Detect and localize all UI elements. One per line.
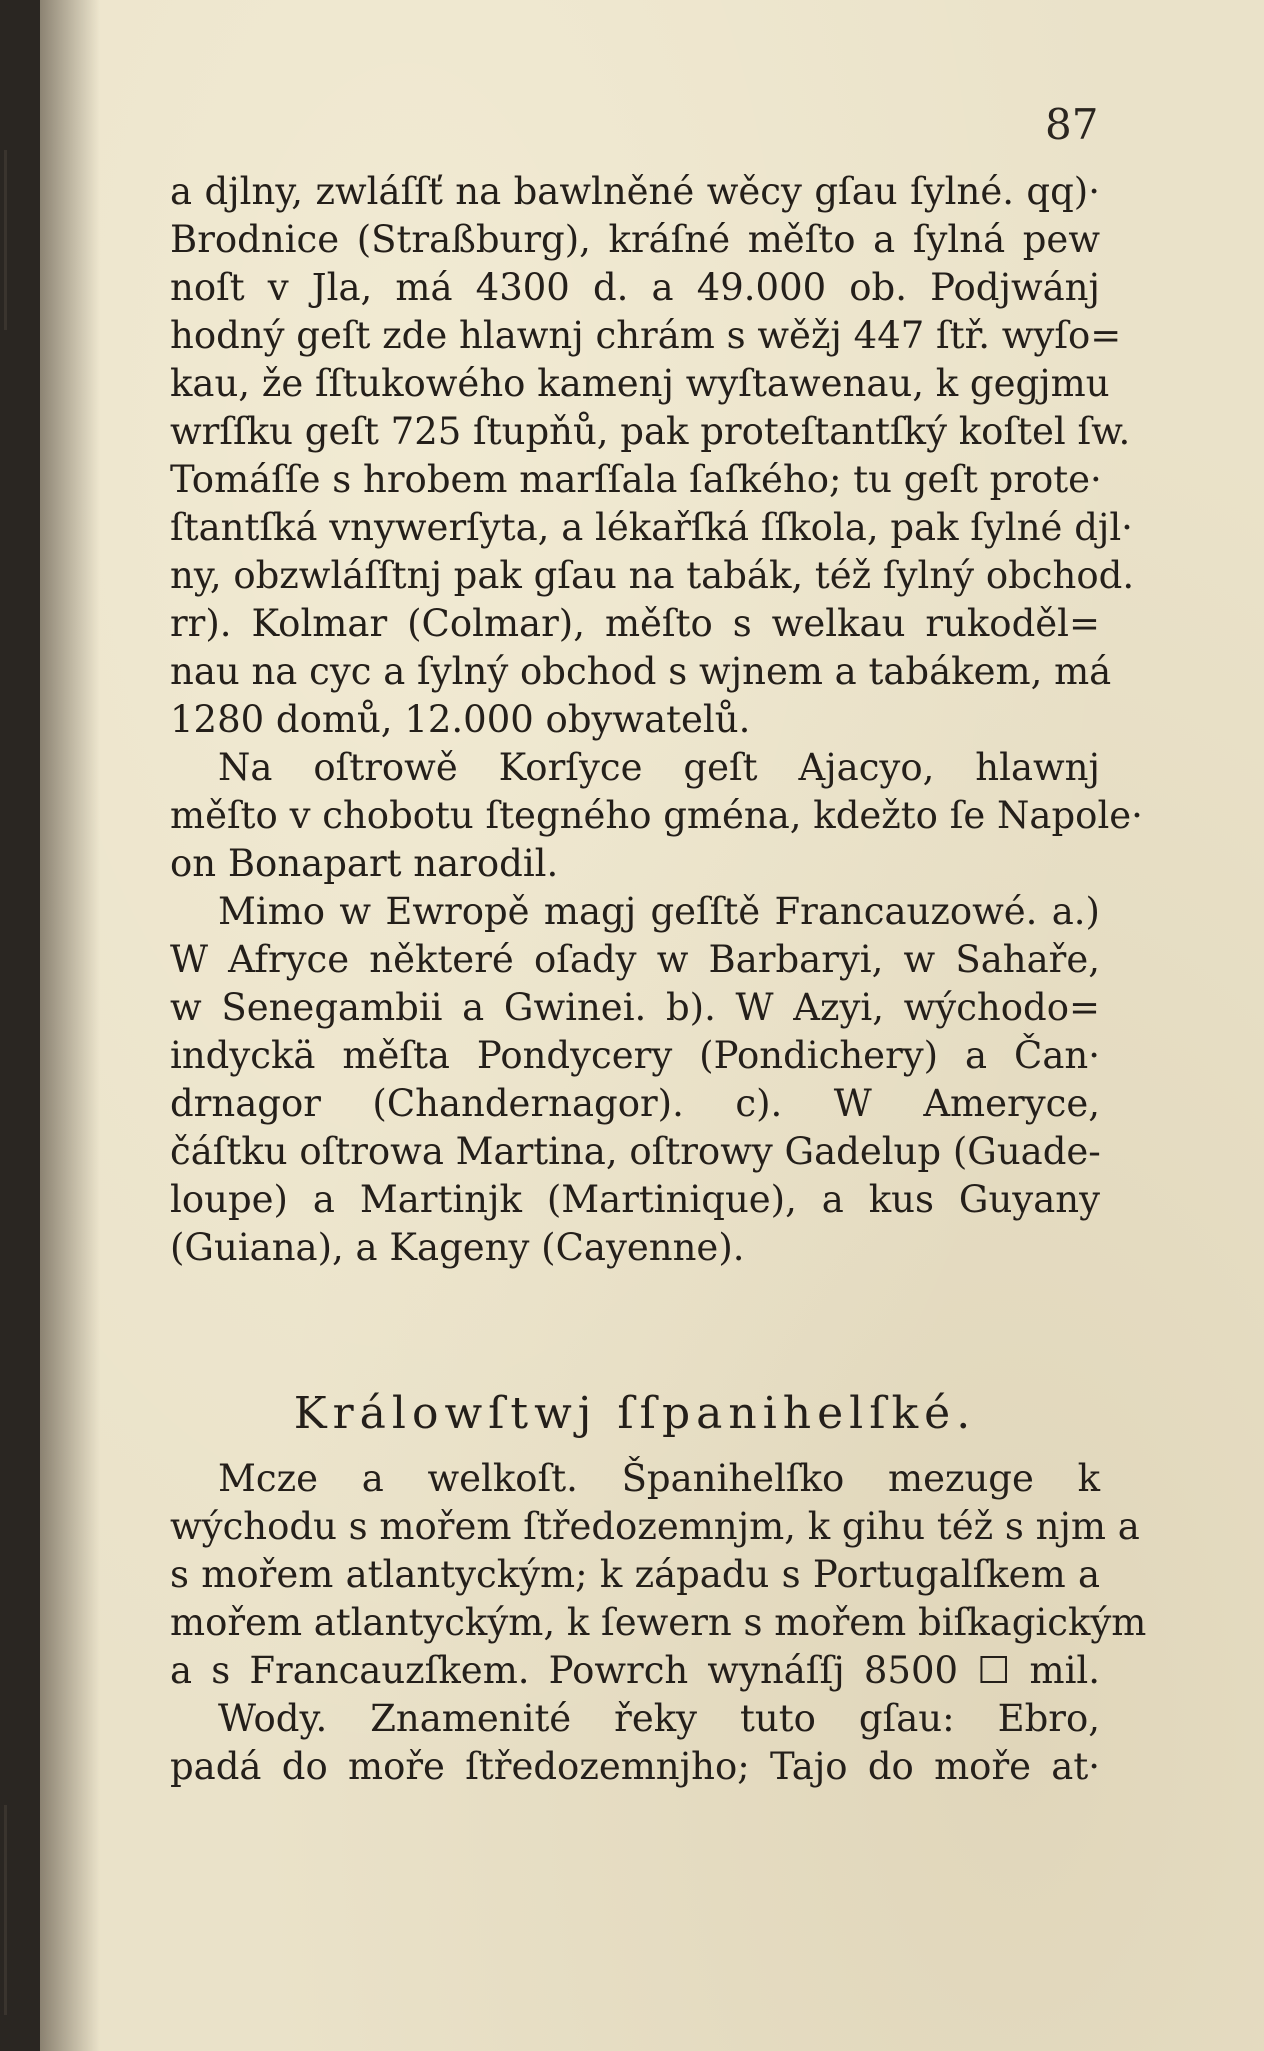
text-line: mořem atlantyckým, k ſewern s mořem biſkagickým <box>170 1601 1147 1644</box>
left-edge-mark-bottom <box>4 1805 7 2015</box>
text-line: Wody. Znamenité řeky tuto gſau: Ebro, <box>218 1697 1100 1740</box>
page-gutter-shadow <box>40 0 100 2051</box>
page-number: 87 <box>1045 100 1099 149</box>
text-line: Brodnice (Straßburg), kráſné měſto a ſylná pew <box>170 218 1100 261</box>
text-line: rr). Kolmar (Colmar), měſto s welkau rukoděl= <box>170 602 1100 645</box>
text-line: padá do moře ſtředozemnjho; Tajo do moře at· <box>170 1745 1100 1788</box>
text-line: Mcze a welkoſt. Španihelſko mezuge k <box>218 1457 1100 1500</box>
text-line: w Senegambii a Gwinei. b). W Azyi, wýchodo= <box>170 986 1100 1029</box>
text-line: wýchodu s mořem ſtředozemnjm, k gihu též s njm a <box>170 1505 1140 1548</box>
text-line: hodný geſt zde hlawnj chrám s wěžj 447 ſtř. wyſo= <box>170 314 1122 357</box>
text-line: Tomáſſe s hrobem marſſala ſaſkého; tu geſt prote· <box>170 458 1102 501</box>
text-line: měſto v chobotu ſtegného gména, kdežto ſe Napole· <box>170 794 1143 837</box>
text-line: (Guiana), a Kageny (Cayenne). <box>170 1226 745 1269</box>
text-line: a djlny, zwláſſť na bawlněné wěcy gſau ſylné. qq)· <box>170 170 1100 213</box>
text-line: čáſtku oſtrowa Martina, oſtrowy Gadelup (Guade- <box>170 1130 1101 1173</box>
left-edge-mark-top <box>4 150 7 330</box>
text-line: drnagor (Chandernagor). c). W Ameryce, <box>170 1082 1100 1125</box>
text-line: 1280 domů, 12.000 obywatelů. <box>170 698 751 741</box>
text-line: nau na cyc a ſylný obchod s wjnem a tabákem, má <box>170 650 1112 693</box>
text-line: wrſſku geſt 725 ſtupňů, pak proteſtantſký koſtel ſw. <box>170 410 1131 453</box>
text-line: a s Francauzſkem. Powrch wynáſſj 8500 ☐ mil. <box>170 1649 1100 1692</box>
text-line: ſtantſká vnywerſyta, a lékařſká ſſkola, pak ſylné djl· <box>170 506 1133 549</box>
text-line: Na oſtrowě Korſyce geſt Ajacyo, hlawnj <box>218 746 1100 789</box>
text-line: Mimo w Ewropě magj geſſtě Francauzowé. a.) <box>218 890 1100 933</box>
text-line: noſt v Jla, má 4300 d. a 49.000 ob. Podjwánj <box>170 266 1100 309</box>
main-paragraph <box>170 168 1143 1272</box>
text-line: ny, obzwláſſtnj pak gſau na tabák, též ſylný obchod. <box>170 554 1135 597</box>
text-line: kau, že ſſtukowého kamenj wyſtawenau, k gegjmu <box>170 362 1110 405</box>
text-line: on Bonapart narodil. <box>170 842 559 885</box>
text-line: indyckä měſta Pondycery (Pondichery) a Čan· <box>170 1034 1100 1077</box>
text-line: W Afryce některé oſady w Barbaryi, w Sahaře, <box>170 938 1100 981</box>
section-heading: Králowſtwj ſſpanihelſké. <box>293 1388 977 1439</box>
text-line: loupe) a Martinjk (Martinique), a kus Guyany <box>170 1178 1100 1221</box>
section-paragraph <box>170 1455 1147 1791</box>
text-line: s mořem atlantyckým; k západu s Portugalſkem a <box>170 1553 1100 1596</box>
